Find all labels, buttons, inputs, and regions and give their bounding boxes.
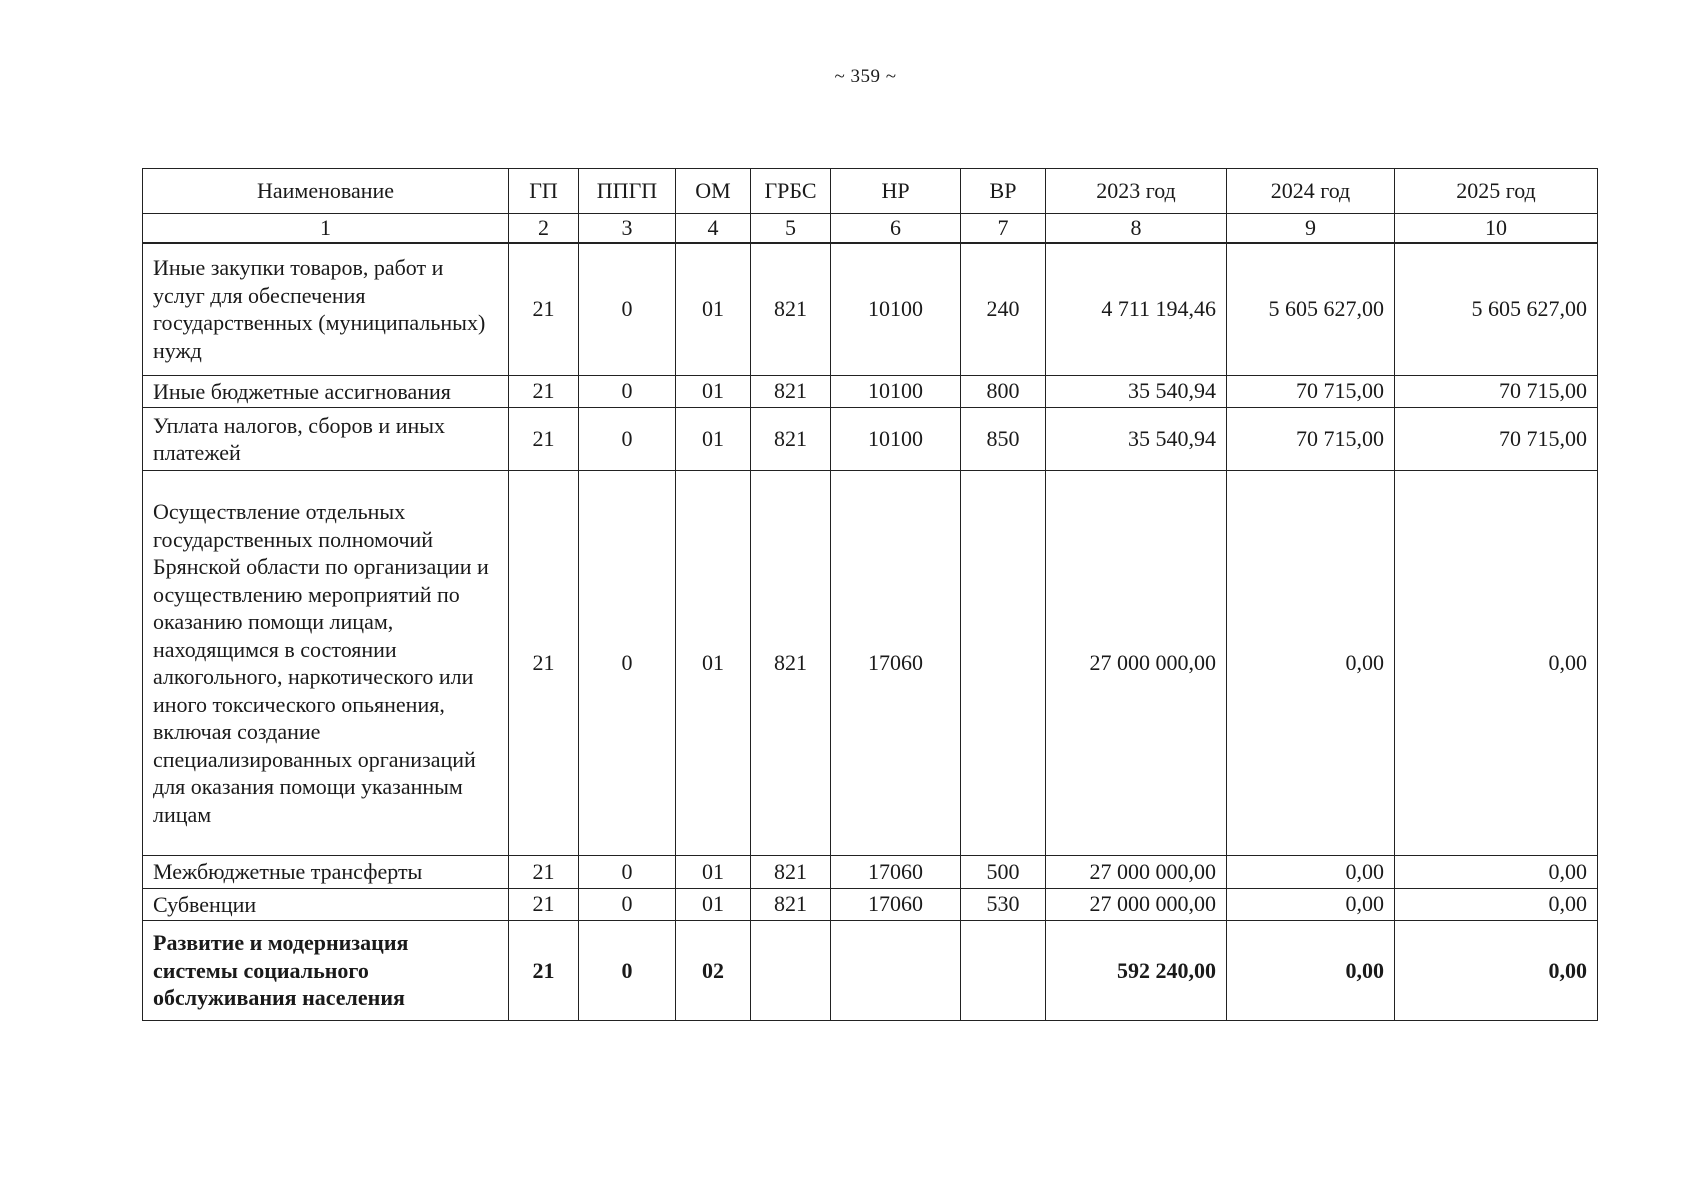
cell-2024: 0,00 <box>1227 856 1395 889</box>
cell-2025: 70 715,00 <box>1395 408 1598 471</box>
cell-nr: 17060 <box>831 856 961 889</box>
table-row <box>143 408 1598 471</box>
header-gp: ГП <box>509 169 579 214</box>
cell-gp: 21 <box>509 243 579 375</box>
header-ppgp: ППГП <box>579 169 676 214</box>
cell-2023: 4 711 194,46 <box>1046 243 1227 375</box>
page-number: ~ 359 ~ <box>834 66 897 87</box>
table-row <box>143 375 1598 408</box>
cell-2025: 0,00 <box>1395 921 1598 1021</box>
table-row <box>143 243 1598 375</box>
cell-grbs: 821 <box>751 408 831 471</box>
row-name: Осуществление отдельных государственных полномочий Брянской области по организации и осуществлению мероприятий по оказанию помощи лицам, находящимся в состоянии алкогольного, наркотического или иного токсического опьянения, включая создание специализированных организаций для оказания помощи указанным лицам <box>143 471 509 856</box>
column-number: 6 <box>831 214 961 244</box>
header-vr: ВР <box>961 169 1046 214</box>
cell-nr <box>831 921 961 1021</box>
column-number: 3 <box>579 214 676 244</box>
cell-nr: 10100 <box>831 243 961 375</box>
cell-grbs: 821 <box>751 471 831 856</box>
cell-2023: 27 000 000,00 <box>1046 888 1227 921</box>
budget-table <box>142 168 1598 1021</box>
column-number: 1 <box>143 214 509 244</box>
cell-nr: 10100 <box>831 408 961 471</box>
cell-2023: 592 240,00 <box>1046 921 1227 1021</box>
cell-2023: 27 000 000,00 <box>1046 471 1227 856</box>
cell-2024: 0,00 <box>1227 471 1395 856</box>
table-row <box>143 888 1598 921</box>
cell-om: 01 <box>676 408 751 471</box>
header-grbs: ГРБС <box>751 169 831 214</box>
cell-om: 01 <box>676 375 751 408</box>
cell-om: 01 <box>676 243 751 375</box>
row-name: Субвенции <box>143 888 509 921</box>
row-name: Развитие и модернизация системы социального обслуживания населения <box>143 921 509 1021</box>
cell-om: 02 <box>676 921 751 1021</box>
column-number-row <box>143 214 1598 244</box>
cell-ppgp: 0 <box>579 856 676 889</box>
cell-gp: 21 <box>509 888 579 921</box>
column-number: 5 <box>751 214 831 244</box>
cell-vr: 240 <box>961 243 1046 375</box>
row-name: Иные бюджетные ассигнования <box>143 375 509 408</box>
cell-vr: 800 <box>961 375 1046 408</box>
column-number: 9 <box>1227 214 1395 244</box>
row-name: Межбюджетные трансферты <box>143 856 509 889</box>
cell-gp: 21 <box>509 375 579 408</box>
cell-grbs: 821 <box>751 375 831 408</box>
cell-om: 01 <box>676 856 751 889</box>
header-2023: 2023 год <box>1046 169 1227 214</box>
table-header-row <box>143 169 1598 214</box>
header-2025: 2025 год <box>1395 169 1598 214</box>
header-nr: НР <box>831 169 961 214</box>
cell-grbs: 821 <box>751 856 831 889</box>
column-number: 7 <box>961 214 1046 244</box>
cell-nr: 17060 <box>831 471 961 856</box>
cell-gp: 21 <box>509 921 579 1021</box>
header-om: ОМ <box>676 169 751 214</box>
cell-grbs: 821 <box>751 888 831 921</box>
cell-vr: 530 <box>961 888 1046 921</box>
cell-ppgp: 0 <box>579 375 676 408</box>
column-number: 2 <box>509 214 579 244</box>
column-number: 8 <box>1046 214 1227 244</box>
cell-om: 01 <box>676 888 751 921</box>
column-number: 10 <box>1395 214 1598 244</box>
cell-2025: 70 715,00 <box>1395 375 1598 408</box>
cell-nr: 17060 <box>831 888 961 921</box>
cell-nr: 10100 <box>831 375 961 408</box>
column-number: 4 <box>676 214 751 244</box>
cell-2024: 70 715,00 <box>1227 375 1395 408</box>
cell-gp: 21 <box>509 471 579 856</box>
cell-vr <box>961 921 1046 1021</box>
cell-vr <box>961 471 1046 856</box>
cell-2023: 27 000 000,00 <box>1046 856 1227 889</box>
cell-2023: 35 540,94 <box>1046 408 1227 471</box>
table-row <box>143 856 1598 889</box>
header-2024: 2024 год <box>1227 169 1395 214</box>
cell-vr: 500 <box>961 856 1046 889</box>
cell-ppgp: 0 <box>579 921 676 1021</box>
cell-ppgp: 0 <box>579 408 676 471</box>
cell-gp: 21 <box>509 408 579 471</box>
cell-2023: 35 540,94 <box>1046 375 1227 408</box>
cell-2024: 0,00 <box>1227 921 1395 1021</box>
cell-2025: 5 605 627,00 <box>1395 243 1598 375</box>
cell-grbs <box>751 921 831 1021</box>
cell-2024: 70 715,00 <box>1227 408 1395 471</box>
cell-vr: 850 <box>961 408 1046 471</box>
cell-2025: 0,00 <box>1395 856 1598 889</box>
cell-2024: 0,00 <box>1227 888 1395 921</box>
cell-gp: 21 <box>509 856 579 889</box>
cell-grbs: 821 <box>751 243 831 375</box>
header-name: Наименование <box>143 169 509 214</box>
cell-ppgp: 0 <box>579 471 676 856</box>
cell-2025: 0,00 <box>1395 888 1598 921</box>
cell-om: 01 <box>676 471 751 856</box>
table-row <box>143 921 1598 1021</box>
cell-2025: 0,00 <box>1395 471 1598 856</box>
cell-ppgp: 0 <box>579 243 676 375</box>
cell-ppgp: 0 <box>579 888 676 921</box>
row-name: Уплата налогов, сборов и иных платежей <box>143 408 509 471</box>
row-name: Иные закупки товаров, работ и услуг для обеспечения государственных (муниципальных) нужд <box>143 243 509 375</box>
table-row <box>143 471 1598 856</box>
cell-2024: 5 605 627,00 <box>1227 243 1395 375</box>
